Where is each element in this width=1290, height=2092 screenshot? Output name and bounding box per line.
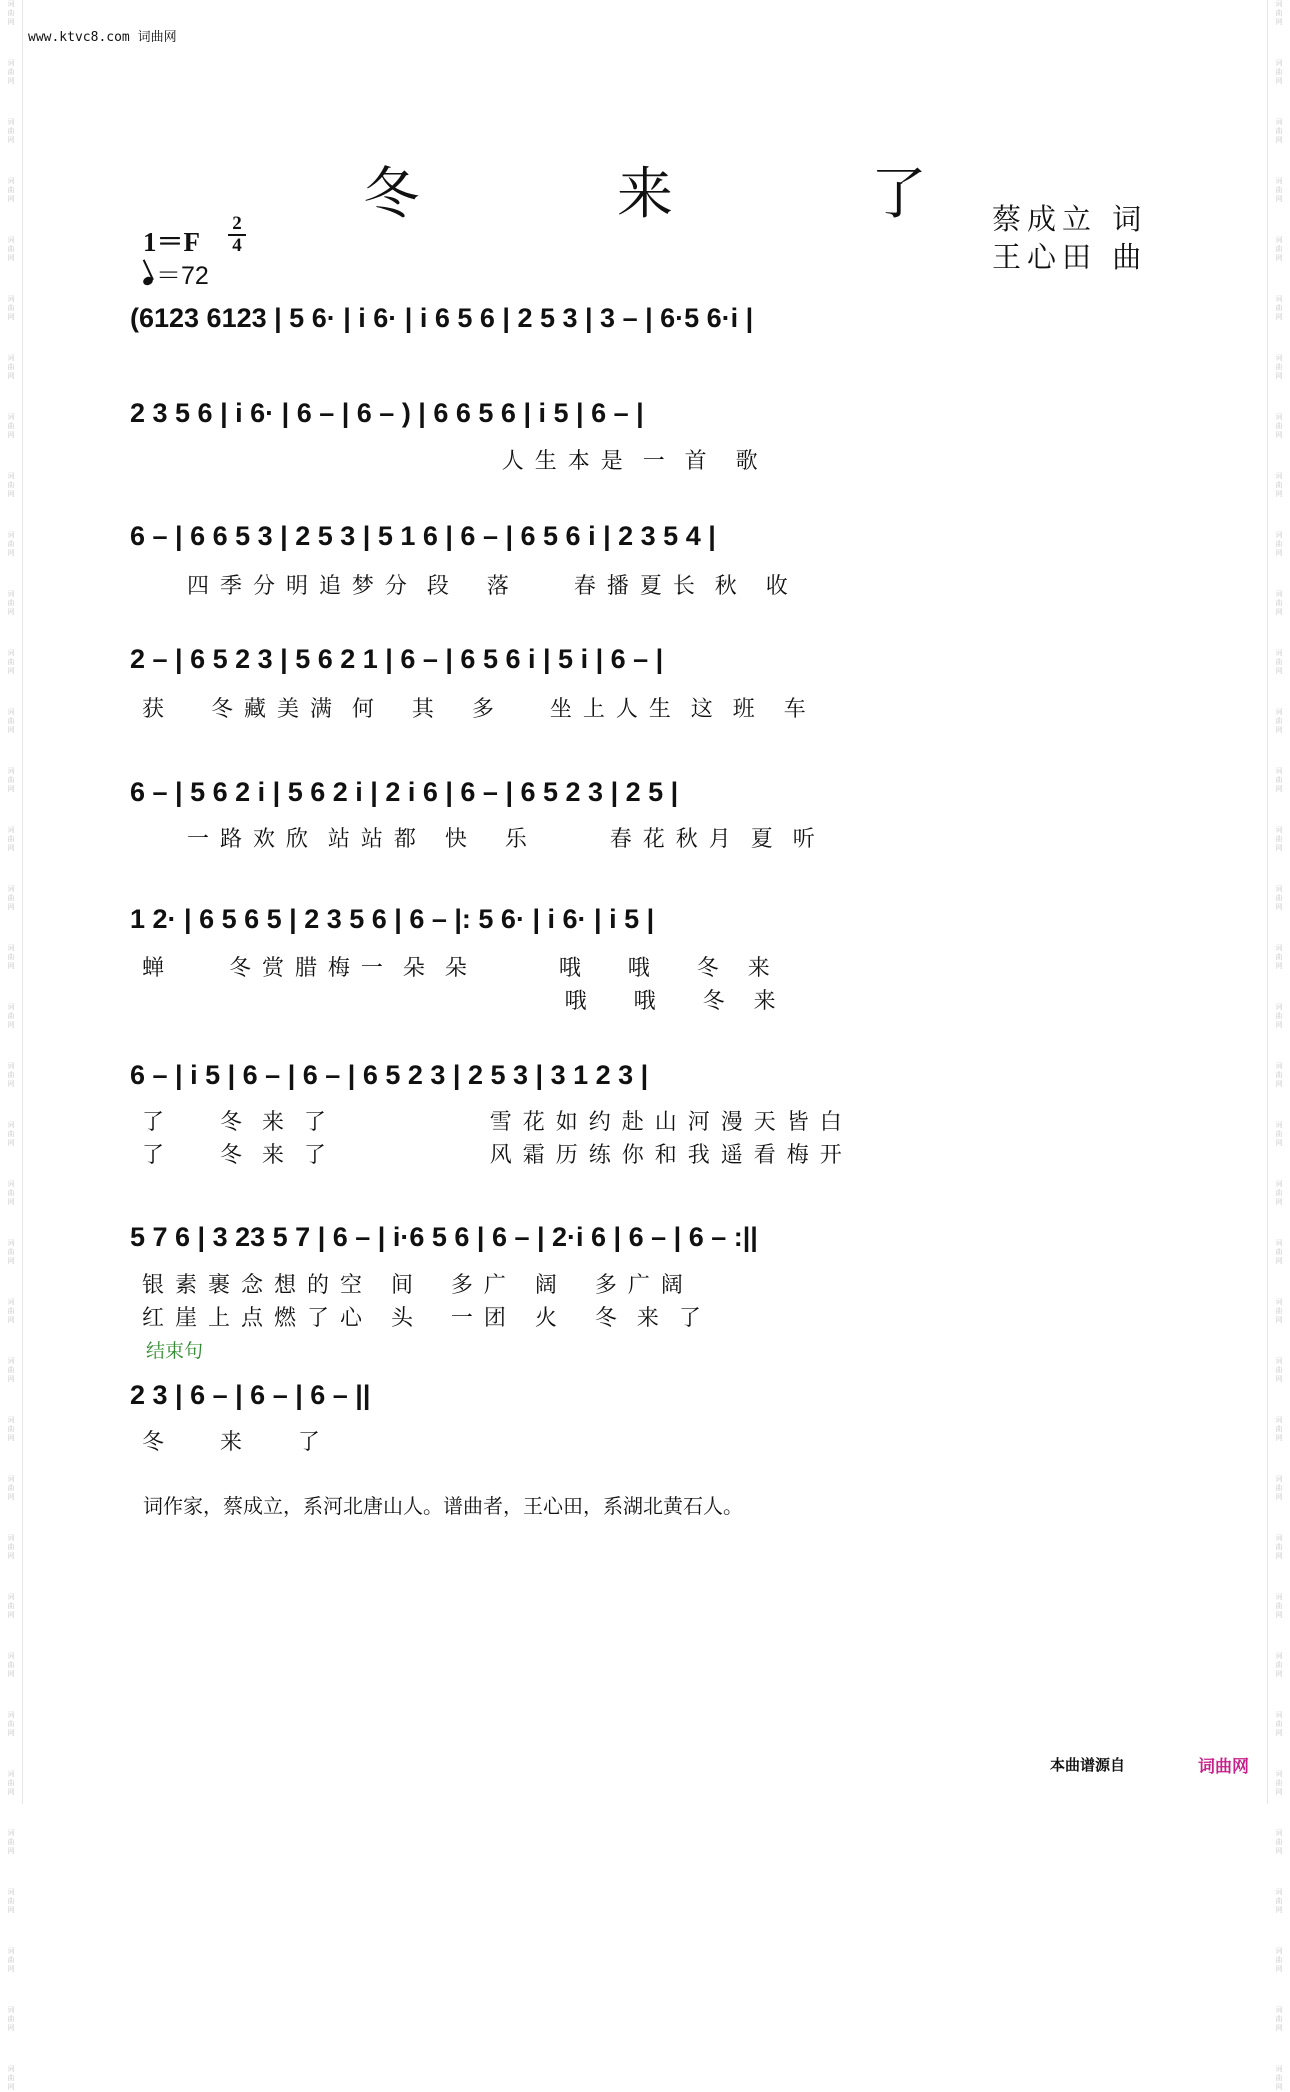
watermark-mark: 词 曲 网 xyxy=(7,944,15,970)
watermark-mark: 词 曲 网 xyxy=(1275,472,1283,498)
composer-credit: 王心田 曲 xyxy=(992,240,1148,274)
lyric-line: 人 生 本 是 一 首 歌 xyxy=(142,449,760,474)
watermark-mark: 词 曲 网 xyxy=(1275,1298,1283,1324)
watermark-mark: 词 曲 网 xyxy=(1275,1003,1283,1029)
watermark-mark: 词 曲 网 xyxy=(1275,236,1283,262)
tempo-value: ＝72 xyxy=(156,262,209,290)
watermark-mark: 词 曲 网 xyxy=(1275,531,1283,557)
watermark-mark: 词 曲 网 xyxy=(7,1947,15,1973)
watermark-mark: 词 曲 网 xyxy=(7,118,15,144)
source-text: 本曲谱源自 xyxy=(1050,1756,1126,1774)
lyric-line: 一 路 欢 欣 站 站 都 快 乐 春 花 秋 月 夏 听 xyxy=(142,827,817,852)
lyric-line: 了 冬 来 了 雪 花 如 约 赴 山 河 漫 天 皆 白 xyxy=(142,1110,844,1135)
watermark-mark: 词 曲 网 xyxy=(1275,1947,1283,1973)
watermark-mark: 词 曲 网 xyxy=(1275,413,1283,439)
watermark-mark: 词 曲 网 xyxy=(1275,590,1283,616)
watermark-mark: 词 曲 网 xyxy=(7,2065,15,2091)
watermark-mark: 词 曲 网 xyxy=(1275,944,1283,970)
song-title: 冬 来 了 xyxy=(363,162,1017,227)
music-line: 1 2· | 6 5 6 5 | 2 3 5 6 | 6 – |: 5 6· | i 6· | i 5 | xyxy=(130,904,655,934)
watermark-mark: 词 曲 网 xyxy=(7,295,15,321)
time-signature-bottom: 4 xyxy=(232,235,242,256)
ending-label: 结束句 xyxy=(146,1340,204,1362)
watermark-mark: 词 曲 网 xyxy=(1275,826,1283,852)
watermark-mark: 词 曲 网 xyxy=(1275,1770,1283,1796)
watermark-mark: 词 曲 网 xyxy=(7,2006,15,2032)
watermark-mark: 词 曲 网 xyxy=(1275,1593,1283,1619)
watermark-mark: 词 曲 网 xyxy=(1275,2065,1283,2091)
watermark-mark: 词 曲 网 xyxy=(7,649,15,675)
watermark-mark: 词 曲 网 xyxy=(1275,295,1283,321)
music-line: 2 – | 6 5 2 3 | 5 6 2 1 | 6 – | 6 5 6 i | 5 i | 6 – | xyxy=(130,644,664,674)
watermark-mark: 词 曲 网 xyxy=(7,1652,15,1678)
watermark-mark: 词 曲 网 xyxy=(1275,1121,1283,1147)
music-line: 5 7 6 | 3 23 5 7 | 6 – | i·6 5 6 | 6 – | 2·i 6 | 6 – | 6 – :|| xyxy=(130,1222,758,1252)
source-brand-link[interactable]: 词曲网 xyxy=(1198,1757,1249,1777)
watermark-mark: 词 曲 网 xyxy=(7,590,15,616)
watermark-mark: 词 曲 网 xyxy=(7,1475,15,1501)
watermark-mark: 词 曲 网 xyxy=(7,1062,15,1088)
watermark-mark: 词 曲 网 xyxy=(7,826,15,852)
lyric-line: 哦 哦 冬 来 xyxy=(142,989,778,1014)
left-watermark-strip xyxy=(0,0,23,2091)
time-signature xyxy=(226,214,248,256)
watermark-mark: 词 曲 网 xyxy=(7,1711,15,1737)
watermark-mark: 词 曲 网 xyxy=(1275,1180,1283,1206)
watermark-mark: 词 曲 网 xyxy=(7,1534,15,1560)
watermark-mark: 词 曲 网 xyxy=(1275,0,1283,26)
music-line: 2 3 | 6 – | 6 – | 6 – || xyxy=(130,1380,371,1410)
lyric-line: 了 冬 来 了 风 霜 历 练 你 和 我 遥 看 梅 开 xyxy=(142,1143,844,1168)
watermark-mark: 词 曲 网 xyxy=(7,177,15,203)
watermark-mark: 词 曲 网 xyxy=(1275,177,1283,203)
footer-note: 词作家，蔡成立，系河北唐山人。谱曲者，王心田，系湖北黄石人。 xyxy=(143,1494,743,1518)
watermark-mark: 词 曲 网 xyxy=(1275,1888,1283,1914)
music-line: 6 – | 6 6 5 3 | 2 5 3 | 5 1 6 | 6 – | 6 5 6 i | 2 3 5 4 | xyxy=(130,521,716,551)
credits xyxy=(992,200,1147,276)
lyric-line: 蝉 冬 赏 腊 梅 一 朵 朵 哦 哦 冬 来 xyxy=(142,956,772,981)
watermark-mark: 词 曲 网 xyxy=(7,1593,15,1619)
watermark-mark: 词 曲 网 xyxy=(7,1829,15,1855)
watermark-mark: 词 曲 网 xyxy=(7,1888,15,1914)
time-signature-top: 2 xyxy=(232,213,242,234)
watermark-mark: 词 曲 网 xyxy=(1275,59,1283,85)
watermark-mark: 词 曲 网 xyxy=(1275,1534,1283,1560)
watermark-mark: 词 曲 网 xyxy=(7,1357,15,1383)
watermark-mark: 词 曲 网 xyxy=(1275,708,1283,734)
watermark-mark: 词 曲 网 xyxy=(7,531,15,557)
watermark-mark: 词 曲 网 xyxy=(7,354,15,380)
watermark-mark: 词 曲 网 xyxy=(7,1416,15,1442)
watermark-mark: 词 曲 网 xyxy=(7,1770,15,1796)
watermark-mark: 词 曲 网 xyxy=(7,472,15,498)
watermark-mark: 词 曲 网 xyxy=(7,1180,15,1206)
watermark-mark: 词 曲 网 xyxy=(1275,118,1283,144)
right-watermark-strip xyxy=(1267,0,1290,2091)
watermark-mark: 词 曲 网 xyxy=(1275,1475,1283,1501)
watermark-mark: 词 曲 网 xyxy=(1275,885,1283,911)
watermark-mark: 词 曲 网 xyxy=(1275,1416,1283,1442)
tempo-marking xyxy=(143,256,209,292)
watermark-mark: 词 曲 网 xyxy=(7,708,15,734)
watermark-mark: 词 曲 网 xyxy=(7,767,15,793)
lyric-line: 冬 来 了 xyxy=(142,1430,322,1455)
lyric-line: 银 素 裹 念 想 的 空 间 多 广 阔 多 广 阔 xyxy=(142,1273,685,1298)
watermark-mark: 词 曲 网 xyxy=(7,1003,15,1029)
watermark-mark: 词 曲 网 xyxy=(7,1121,15,1147)
key-signature: 1＝F xyxy=(143,227,200,257)
watermark-mark: 词 曲 网 xyxy=(1275,1711,1283,1737)
lyric-line: 获 冬 藏 美 满 何 其 多 坐 上 人 生 这 班 车 xyxy=(142,697,808,722)
watermark-mark: 词 曲 网 xyxy=(1275,649,1283,675)
site-header[interactable]: www.ktvc8.com 词曲网 xyxy=(28,30,177,45)
music-line: (6123 6123 | 5 6· | i 6· | i 6 5 6 | 2 5 3 | 3 – | 6·5 6·i | xyxy=(130,303,754,333)
watermark-mark: 词 曲 网 xyxy=(1275,767,1283,793)
lyric-line: 四 季 分 明 追 梦 分 段 落 春 播 夏 长 秋 收 xyxy=(142,574,790,599)
watermark-mark: 词 曲 网 xyxy=(1275,2006,1283,2032)
watermark-mark: 词 曲 网 xyxy=(1275,1652,1283,1678)
music-line: 6 – | 5 6 2 i | 5 6 2 i | 2 i 6 | 6 – | 6 5 2 3 | 2 5 | xyxy=(130,777,679,807)
lyricist-credit: 蔡成立 词 xyxy=(992,202,1148,236)
watermark-mark: 词 曲 网 xyxy=(7,236,15,262)
watermark-mark: 词 曲 网 xyxy=(7,885,15,911)
watermark-mark: 词 曲 网 xyxy=(1275,1829,1283,1855)
watermark-mark: 词 曲 网 xyxy=(7,1239,15,1265)
music-line: 2 3 5 6 | i 6· | 6 – | 6 – ) | 6 6 5 6 | i 5 | 6 – | xyxy=(130,398,644,428)
watermark-mark: 词 曲 网 xyxy=(7,0,15,26)
lyric-line: 红 崖 上 点 燃 了 心 头 一 团 火 冬 来 了 xyxy=(142,1306,703,1331)
watermark-mark: 词 曲 网 xyxy=(7,59,15,85)
watermark-mark: 词 曲 网 xyxy=(7,413,15,439)
watermark-mark: 词 曲 网 xyxy=(7,1298,15,1324)
watermark-mark: 词 曲 网 xyxy=(1275,1062,1283,1088)
watermark-mark: 词 曲 网 xyxy=(1275,354,1283,380)
quarter-note-icon xyxy=(142,275,154,286)
music-line: 6 – | i 5 | 6 – | 6 – | 6 5 2 3 | 2 5 3 | 3 1 2 3 | xyxy=(130,1060,649,1090)
watermark-mark: 词 曲 网 xyxy=(1275,1357,1283,1383)
watermark-mark: 词 曲 网 xyxy=(1275,1239,1283,1265)
